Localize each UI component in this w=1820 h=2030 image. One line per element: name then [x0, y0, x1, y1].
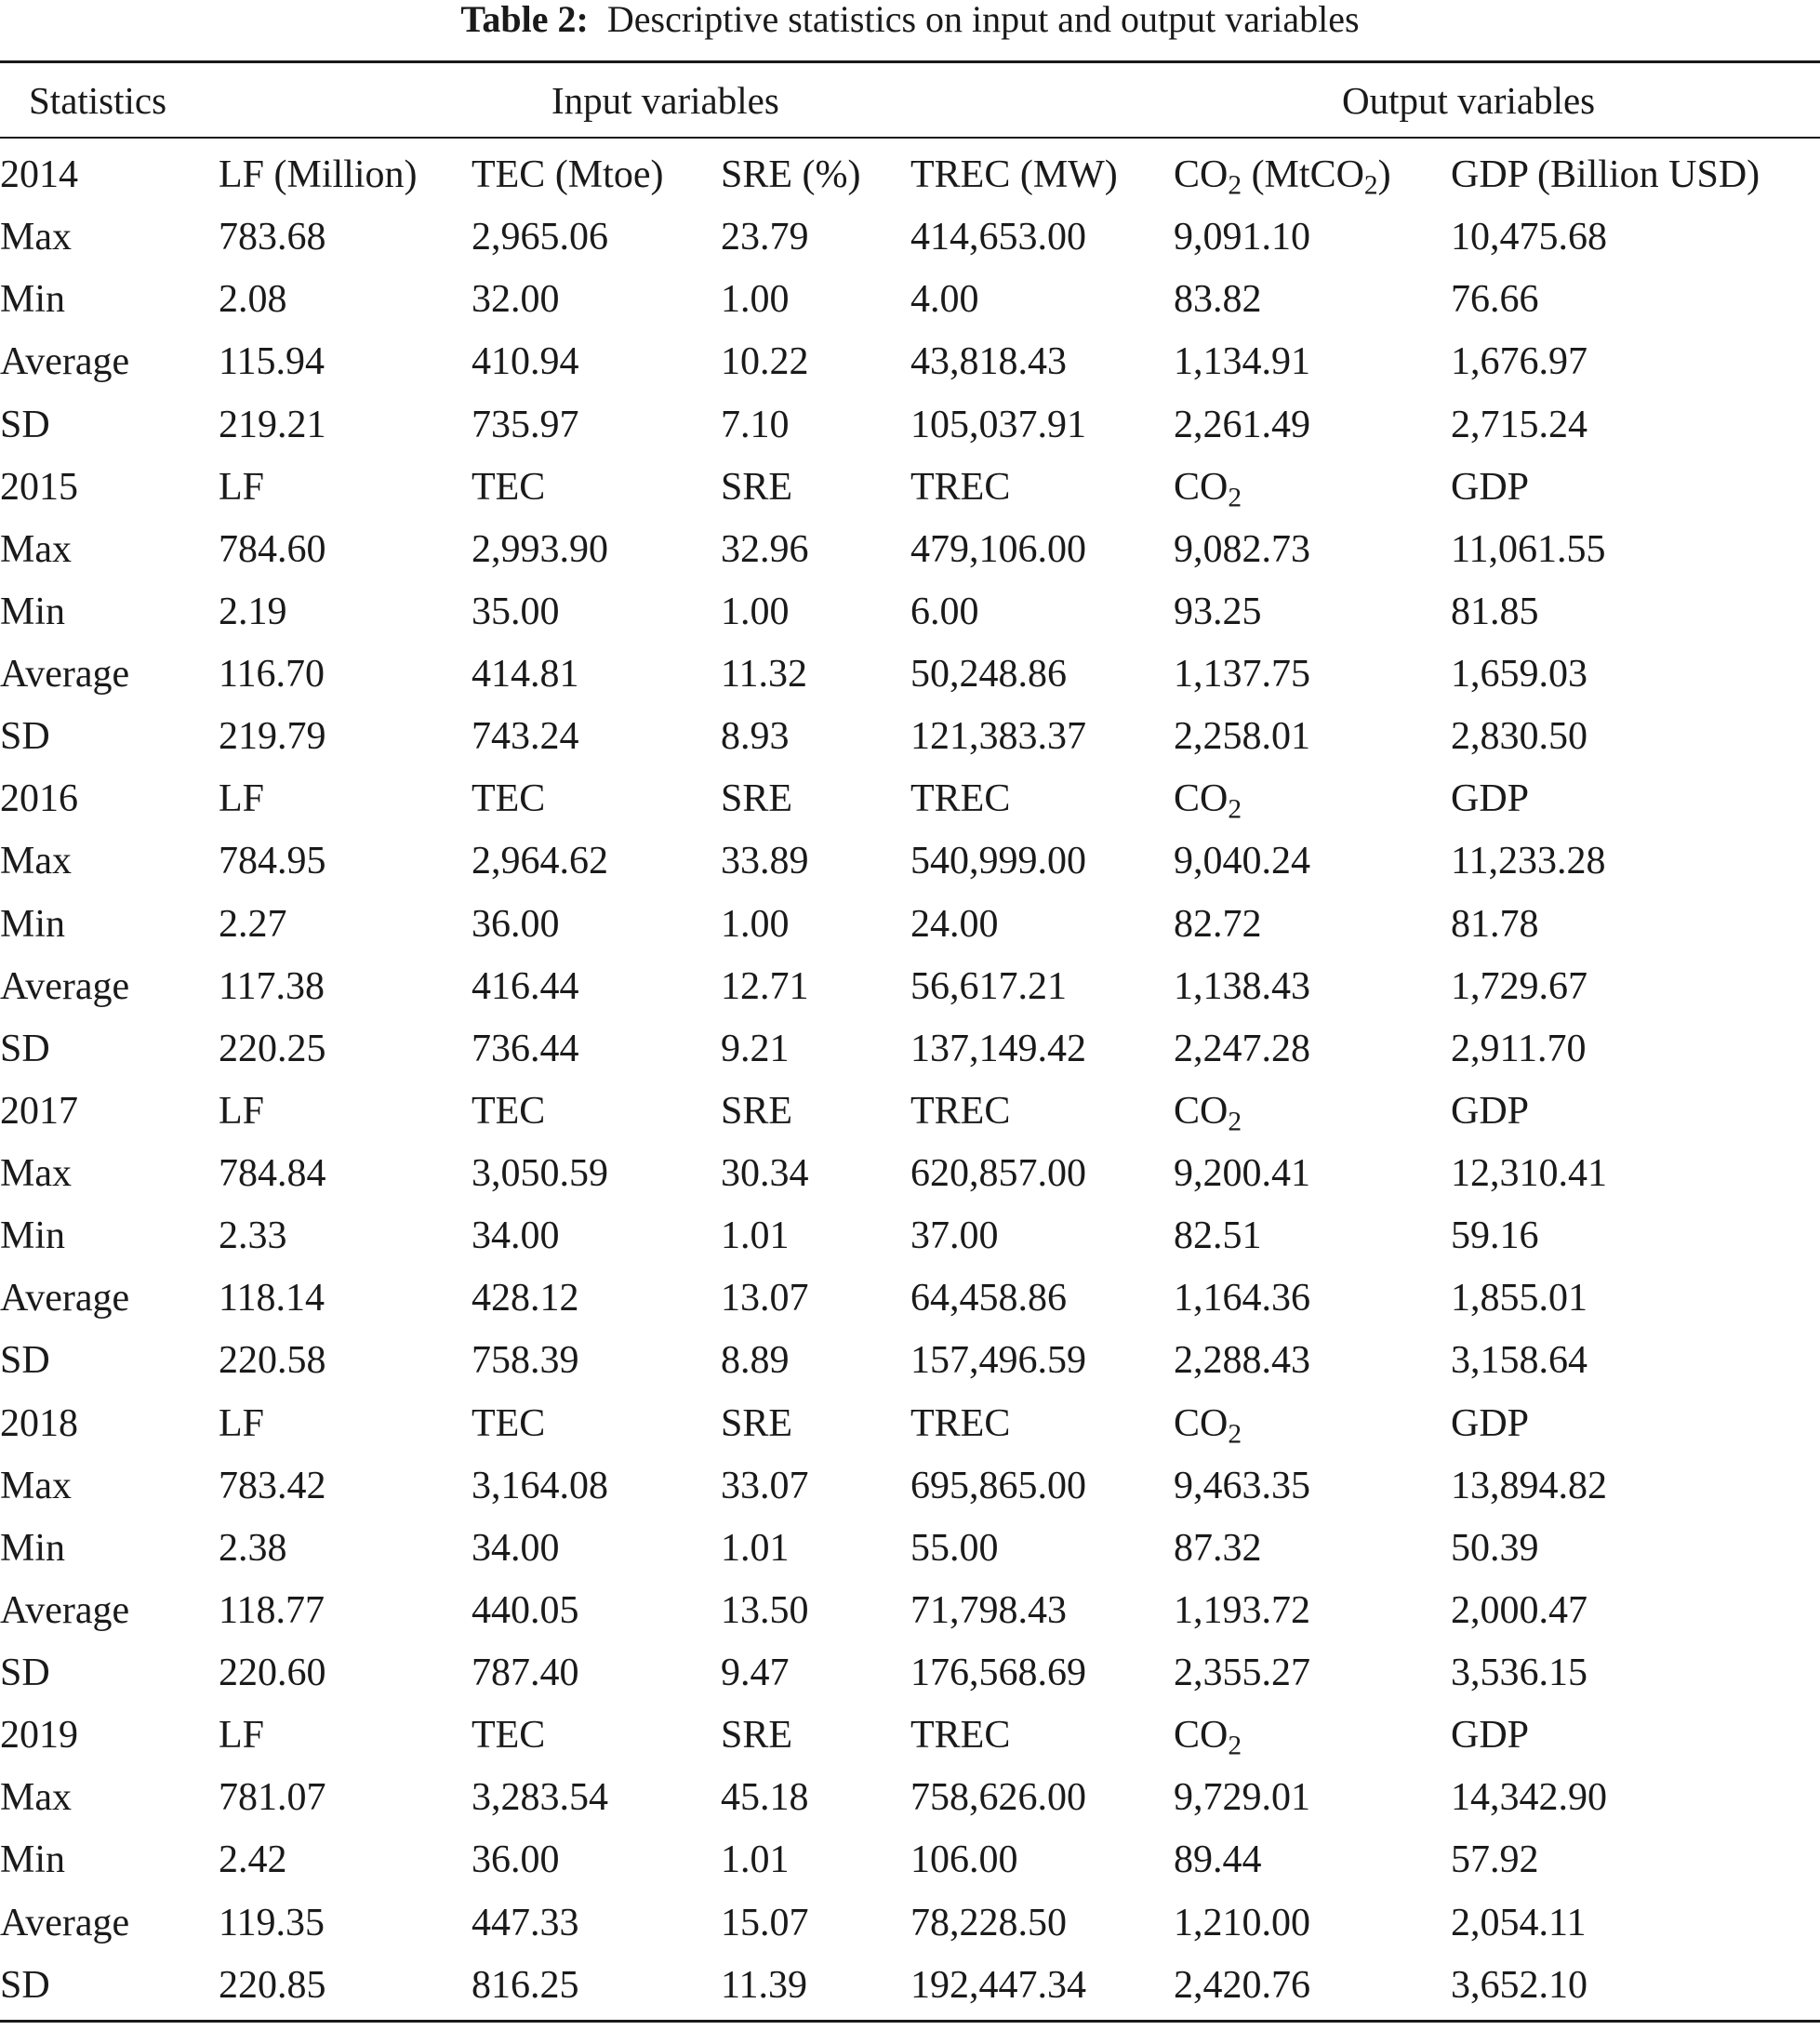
table-cell: 116.70: [219, 653, 325, 697]
table-cell: 118.14: [219, 1277, 325, 1320]
table-cell: 13.07: [721, 1277, 809, 1320]
variable-label-gdp: GDP (Billion USD): [1451, 153, 1760, 197]
stat-label: Min: [0, 1526, 66, 1570]
table-cell: 1,729.67: [1451, 964, 1588, 1008]
header-statistics: Statistics: [29, 79, 167, 122]
table-cell: 816.25: [472, 1963, 579, 2007]
variable-label-tec: TEC (Mtoe): [472, 153, 664, 197]
table-cell: 2.08: [219, 278, 287, 322]
table-cell: 76.66: [1451, 278, 1539, 322]
table-cell: 695,865.00: [910, 1464, 1086, 1507]
table-cell: 12.71: [721, 964, 809, 1008]
table-cell: 3,283.54: [472, 1776, 608, 1820]
table-cell: 219.79: [219, 715, 326, 759]
table-cell: 1.00: [721, 902, 790, 946]
variable-label-trec: TREC (MW): [910, 153, 1118, 197]
table-cell: 11,233.28: [1451, 840, 1606, 883]
table-row: [0, 1330, 1820, 1392]
table-cell: 743.24: [472, 715, 579, 759]
variable-label-gdp: GDP: [1451, 1089, 1530, 1133]
table-cell: 220.58: [219, 1339, 326, 1383]
table-cell: 440.05: [472, 1588, 579, 1632]
table-row: [0, 331, 1820, 393]
table-cell: 1,134.91: [1174, 340, 1310, 384]
table-cell: 2,964.62: [472, 840, 608, 883]
table-cell: 3,164.08: [472, 1464, 608, 1507]
variable-label-lf: LF: [219, 1401, 265, 1445]
table-cell: 35.00: [472, 590, 560, 633]
table-row: [0, 1205, 1820, 1267]
table-cell: 1.00: [721, 590, 790, 633]
co2-label-text: CO: [1174, 1089, 1229, 1133]
table-row: [0, 581, 1820, 643]
table-cell: 3,536.15: [1451, 1652, 1588, 1695]
table-cell: 416.44: [472, 964, 579, 1008]
stat-label: Average: [0, 1277, 130, 1320]
year-label: 2017: [0, 1089, 78, 1133]
table-cell: 176,568.69: [910, 1652, 1086, 1695]
table-cell: 784.84: [219, 1152, 326, 1196]
table-row: [0, 706, 1820, 768]
table-cell: 56,617.21: [910, 964, 1067, 1008]
table-row: [0, 1018, 1820, 1081]
table-row: [0, 830, 1820, 893]
variable-label-sre: SRE: [721, 1401, 793, 1445]
table-cell: 50.39: [1451, 1526, 1539, 1570]
table-row: [0, 1892, 1820, 1955]
year-header-row: [0, 1081, 1820, 1143]
table-cell: 87.32: [1174, 1526, 1262, 1570]
table-cell: 9,729.01: [1174, 1776, 1310, 1820]
table-cell: 34.00: [472, 1214, 560, 1258]
table-cell: 1.01: [721, 1838, 790, 1882]
table-row: [0, 956, 1820, 1018]
table-cell: 410.94: [472, 340, 579, 384]
co2-subscript: 2: [1228, 1731, 1242, 1761]
table-cell: 447.33: [472, 1901, 579, 1944]
variable-label-lf: LF: [219, 465, 265, 509]
year-label: 2014: [0, 153, 78, 197]
bottom-rule: [0, 2020, 1820, 2023]
top-rule: [0, 60, 1820, 63]
stat-label: Average: [0, 964, 130, 1008]
table-cell: 1,855.01: [1451, 1277, 1588, 1320]
table-cell: 2,420.76: [1174, 1963, 1310, 2007]
table-cell: 11.39: [721, 1963, 807, 2007]
table-cell: 428.12: [472, 1277, 579, 1320]
co2-label-text: CO: [1174, 153, 1229, 197]
variable-label-tec: TEC: [472, 777, 546, 821]
table-cell: 81.85: [1451, 590, 1539, 633]
table-cell: 2,261.49: [1174, 403, 1310, 446]
table-cell: 78,228.50: [910, 1901, 1067, 1944]
table-cell: 10.22: [721, 340, 809, 384]
table-cell: 7.10: [721, 403, 790, 446]
table-cell: 32.00: [472, 278, 560, 322]
variable-label-sre: SRE: [721, 465, 793, 509]
table-cell: 81.78: [1451, 902, 1539, 946]
table-cell: 414.81: [472, 653, 579, 697]
co2-subscript: 2: [1228, 1107, 1242, 1137]
table-cell: 59.16: [1451, 1214, 1539, 1258]
table-cell: 1,193.72: [1174, 1588, 1310, 1632]
table-cell: 735.97: [472, 403, 579, 446]
table-row: [0, 269, 1820, 331]
stat-label: Max: [0, 840, 72, 883]
table-cell: 119.35: [219, 1901, 325, 1944]
year-label: 2018: [0, 1401, 78, 1445]
table-cell: 781.07: [219, 1776, 326, 1820]
table-cell: 1.01: [721, 1526, 790, 1570]
year-header-row: [0, 768, 1820, 830]
table-cell: 784.95: [219, 840, 326, 883]
table-cell: 83.82: [1174, 278, 1262, 322]
stat-label: SD: [0, 1339, 50, 1383]
year-header-row: [0, 1393, 1820, 1455]
table-cell: 71,798.43: [910, 1588, 1067, 1632]
stat-label: Min: [0, 1838, 66, 1882]
table-cell: 9,040.24: [1174, 840, 1310, 883]
variable-label-trec: TREC: [910, 1401, 1011, 1445]
table-cell: 36.00: [472, 902, 560, 946]
table-cell: 220.25: [219, 1027, 326, 1070]
year-header-row: [0, 144, 1820, 206]
table-cell: 82.51: [1174, 1214, 1262, 1258]
table-cell: 43,818.43: [910, 340, 1067, 384]
table-cell: 758.39: [472, 1339, 579, 1383]
table-cell: 2,355.27: [1174, 1652, 1310, 1695]
table-cell: 2,258.01: [1174, 715, 1310, 759]
variable-label-co2: [1174, 1393, 1451, 1455]
table-cell: 1.00: [721, 278, 790, 322]
variable-label-tec: TEC: [472, 1714, 546, 1758]
table-cell: 55.00: [910, 1526, 999, 1570]
table-row: [0, 394, 1820, 457]
table-cell: 121,383.37: [910, 715, 1086, 759]
co2-subscript: 2: [1228, 1418, 1242, 1449]
table-row: [0, 1829, 1820, 1891]
co2-label-text: CO: [1174, 1401, 1229, 1445]
co2-label-text: CO: [1174, 465, 1229, 509]
table-cell: 93.25: [1174, 590, 1262, 633]
table-cell: 414,653.00: [910, 216, 1086, 259]
variable-label-co2: [1174, 1705, 1451, 1767]
year-header-row: [0, 457, 1820, 519]
variable-label-lf: LF: [219, 1089, 265, 1133]
table-cell: 117.38: [219, 964, 325, 1008]
table-cell: 32.96: [721, 527, 809, 571]
table-cell: 9,082.73: [1174, 527, 1310, 571]
co2-unit-subscript: 2: [1363, 170, 1378, 201]
variable-label-co2: [1174, 1081, 1451, 1143]
table-cell: 784.60: [219, 527, 326, 571]
year-label: 2016: [0, 777, 78, 821]
co2-label-text: CO: [1174, 777, 1229, 821]
table-cell: 6.00: [910, 590, 979, 633]
table-cell: 219.21: [219, 403, 326, 446]
table-cell: 11.32: [721, 653, 807, 697]
table-body: [0, 144, 1820, 2017]
statistics-table: [0, 144, 1820, 2017]
header-output-variables: Output variables: [1342, 79, 1596, 122]
variable-label-trec: TREC: [910, 777, 1011, 821]
table-cell: 82.72: [1174, 902, 1262, 946]
year-header-row: [0, 1705, 1820, 1767]
table-cell: 33.07: [721, 1464, 809, 1507]
variable-label-sre: SRE: [721, 1714, 793, 1758]
table-cell: 2,000.47: [1451, 1588, 1588, 1632]
stat-label: Max: [0, 527, 72, 571]
variable-label-co2: [1174, 144, 1451, 206]
year-label: 2015: [0, 465, 78, 509]
table-cell: 1.01: [721, 1214, 790, 1258]
variable-label-trec: TREC: [910, 465, 1011, 509]
variable-label-co2: [1174, 457, 1451, 519]
table-cell: 192,447.34: [910, 1963, 1086, 2007]
table-cell: 2,288.43: [1174, 1339, 1310, 1383]
table-caption-label: Table 2:: [460, 0, 589, 40]
stat-label: Average: [0, 1901, 130, 1944]
co2-unit-text: (MtCO: [1242, 153, 1364, 197]
table-cell: 1,659.03: [1451, 653, 1588, 697]
table-row: [0, 643, 1820, 706]
table-cell: 1,164.36: [1174, 1277, 1310, 1320]
table-cell: 50,248.86: [910, 653, 1067, 697]
table-row: [0, 1518, 1820, 1580]
table-cell: 783.42: [219, 1464, 326, 1507]
variable-label-sre: SRE: [721, 777, 793, 821]
stat-label: Min: [0, 590, 66, 633]
table-cell: 8.93: [721, 715, 790, 759]
variable-label-lf: LF (Million): [219, 153, 418, 197]
table-cell: 11,061.55: [1451, 527, 1606, 571]
table-cell: 33.89: [721, 840, 809, 883]
co2-subscript: 2: [1228, 483, 1242, 513]
table-cell: 2.38: [219, 1526, 287, 1570]
table-caption: [0, 0, 1820, 39]
table-cell: 2.33: [219, 1214, 287, 1258]
co2-subscript: 2: [1228, 794, 1242, 825]
stat-label: Average: [0, 653, 130, 697]
table-cell: 2,965.06: [472, 216, 608, 259]
variable-label-gdp: GDP: [1451, 1401, 1530, 1445]
table-cell: 220.60: [219, 1652, 326, 1695]
table-cell: 2,830.50: [1451, 715, 1588, 759]
table-row: [0, 1143, 1820, 1205]
table-cell: 4.00: [910, 278, 979, 322]
table-cell: 9,200.41: [1174, 1152, 1310, 1196]
table-cell: 36.00: [472, 1838, 560, 1882]
variable-label-gdp: GDP: [1451, 1714, 1530, 1758]
table-cell: 540,999.00: [910, 840, 1086, 883]
table-cell: 9,091.10: [1174, 216, 1310, 259]
variable-label-lf: LF: [219, 1714, 265, 1758]
variable-label-gdp: GDP: [1451, 465, 1530, 509]
table-cell: 115.94: [219, 340, 325, 384]
table-cell: 1,210.00: [1174, 1901, 1310, 1944]
table-cell: 106.00: [910, 1838, 1018, 1882]
table-cell: 30.34: [721, 1152, 809, 1196]
table-cell: 118.77: [219, 1588, 325, 1632]
co2-subscript: 2: [1228, 170, 1242, 201]
table-cell: 37.00: [910, 1214, 999, 1258]
variable-label-tec: TEC: [472, 465, 546, 509]
table-cell: 64,458.86: [910, 1277, 1067, 1320]
table-cell: 1,676.97: [1451, 340, 1588, 384]
year-label: 2019: [0, 1714, 78, 1758]
table-cell: 24.00: [910, 902, 999, 946]
stat-label: Min: [0, 278, 66, 322]
stat-label: Min: [0, 902, 66, 946]
table-row: [0, 1267, 1820, 1330]
stat-label: Max: [0, 1152, 72, 1196]
table-row: [0, 1455, 1820, 1518]
table-cell: 220.85: [219, 1963, 326, 2007]
table-cell: 105,037.91: [910, 403, 1086, 446]
table-cell: 2.27: [219, 902, 287, 946]
table-cell: 10,475.68: [1451, 216, 1607, 259]
stat-label: Min: [0, 1214, 66, 1258]
stat-label: Max: [0, 216, 72, 259]
table-cell: 787.40: [472, 1652, 579, 1695]
table-cell: 783.68: [219, 216, 326, 259]
stat-label: Max: [0, 1464, 72, 1507]
table-cell: 15.07: [721, 1901, 809, 1944]
variable-label-sre: SRE: [721, 1089, 793, 1133]
stat-label: SD: [0, 403, 50, 446]
table-row: [0, 206, 1820, 269]
table-cell: 2,054.11: [1451, 1901, 1587, 1944]
table-cell: 57.92: [1451, 1838, 1539, 1882]
table-row: [0, 894, 1820, 956]
co2-label-text: CO: [1174, 1714, 1229, 1758]
table-row: [0, 519, 1820, 581]
variable-label-co2: [1174, 768, 1451, 830]
table-cell: 3,158.64: [1451, 1339, 1588, 1383]
stat-label: SD: [0, 715, 50, 759]
table-cell: 8.89: [721, 1339, 790, 1383]
table-cell: 23.79: [721, 216, 809, 259]
table-cell: 1,138.43: [1174, 964, 1310, 1008]
table-cell: 2,911.70: [1451, 1027, 1587, 1070]
variable-label-tec: TEC: [472, 1401, 546, 1445]
stat-label: SD: [0, 1652, 50, 1695]
table-cell: 3,652.10: [1451, 1963, 1588, 2007]
table-cell: 479,106.00: [910, 527, 1086, 571]
header-input-variables: Input variables: [551, 79, 779, 122]
co2-unit-close: ): [1377, 153, 1391, 197]
table-cell: 758,626.00: [910, 1776, 1086, 1820]
variable-label-tec: TEC: [472, 1089, 546, 1133]
stat-label: Max: [0, 1776, 72, 1820]
variable-label-gdp: GDP: [1451, 777, 1530, 821]
table-cell: 9.47: [721, 1652, 790, 1695]
table-cell: 736.44: [472, 1027, 579, 1070]
table-cell: 2,715.24: [1451, 403, 1588, 446]
table-cell: 620,857.00: [910, 1152, 1086, 1196]
table-cell: 1,137.75: [1174, 653, 1310, 697]
table-row: [0, 1580, 1820, 1642]
table-cell: 13,894.82: [1451, 1464, 1607, 1507]
table-row: [0, 1642, 1820, 1705]
table-cell: 3,050.59: [472, 1152, 608, 1196]
table-cell: 2.42: [219, 1838, 287, 1882]
variable-label-sre: SRE (%): [721, 153, 861, 197]
stat-label: Average: [0, 340, 130, 384]
table-cell: 2,247.28: [1174, 1027, 1310, 1070]
table-cell: 157,496.59: [910, 1339, 1086, 1383]
table-cell: 12,310.41: [1451, 1152, 1607, 1196]
table-cell: 2,993.90: [472, 527, 608, 571]
variable-label-trec: TREC: [910, 1714, 1011, 1758]
variable-label-trec: TREC: [910, 1089, 1011, 1133]
stat-label: SD: [0, 1027, 50, 1070]
table-cell: 14,342.90: [1451, 1776, 1607, 1820]
table-cell: 9.21: [721, 1027, 790, 1070]
header-rule: [0, 137, 1820, 139]
stat-label: SD: [0, 1963, 50, 2007]
table-row: [0, 1767, 1820, 1829]
table-caption-text: Descriptive statistics on input and output variables: [606, 0, 1360, 40]
table-row: [0, 1955, 1820, 2017]
table-cell: 13.50: [721, 1588, 809, 1632]
stat-label: Average: [0, 1588, 130, 1632]
variable-label-lf: LF: [219, 777, 265, 821]
table-cell: 9,463.35: [1174, 1464, 1310, 1507]
table-cell: 45.18: [721, 1776, 809, 1820]
table-cell: 137,149.42: [910, 1027, 1086, 1070]
table-cell: 34.00: [472, 1526, 560, 1570]
table-cell: 2.19: [219, 590, 287, 633]
table-cell: 89.44: [1174, 1838, 1262, 1882]
